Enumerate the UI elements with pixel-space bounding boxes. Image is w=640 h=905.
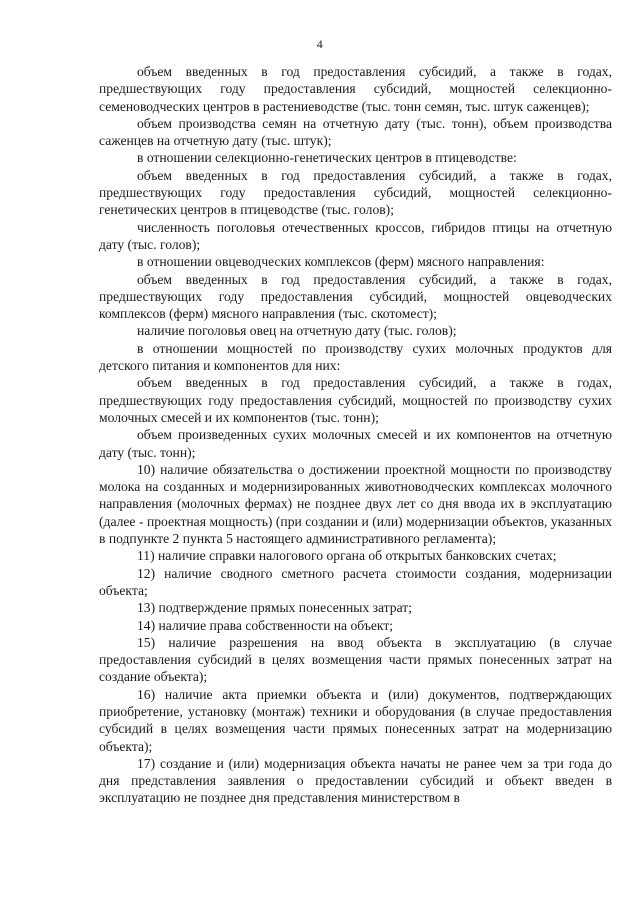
document-body — [99, 63, 612, 807]
paragraph: 14) наличие права собственности на объект; — [137, 617, 394, 633]
paragraph: 12) наличие сводного сметного расчета стоимости создания, модернизации объекта; — [99, 565, 612, 598]
paragraph: в отношении селекционно-генетических центров в птицеводстве: — [137, 150, 517, 166]
paragraph: в отношении мощностей по производству сухих молочных продуктов для детского питания и компонентов для них: — [99, 340, 612, 374]
paragraph: объем введенных в год предоставления субсидий, а также в годах, предшествующих году предоставления субсидий, мощностей селекционно-генетических центров в птицеводстве (тыс. голов); — [99, 167, 612, 218]
page-number: 4 — [316, 37, 324, 51]
paragraph: 17) создание и (или) модернизация объекта начаты не ранее чем за три года до дня представления заявления о предоставлении субсидий и объект введен в эксплуатацию не позднее дня представления министерством в — [99, 755, 612, 806]
paragraph: наличие поголовья овец на отчетную дату (тыс. голов); — [137, 323, 457, 339]
paragraph: объем производства семян на отчетную дату (тыс. тонн), объем производства саженцев на отчетную дату (тыс. штук); — [99, 115, 612, 149]
paragraph: в отношении овцеводческих комплексов (ферм) мясного направления: — [137, 254, 545, 270]
paragraph: 15) наличие разрешения на ввод объекта в эксплуатацию (в случае предоставления субсидий в целях возмещения части прямых понесенных затрат на создание объекта); — [99, 634, 612, 685]
paragraph: объем произведенных сухих молочных смесей и их компонентов на отчетную дату (тыс. тонн); — [99, 427, 612, 460]
paragraph: 10) наличие обязательства о достижении проектной мощности по производству молока на созданных и модернизированных животноводческих комплексах молочного направления (молочных фермах) не позднее двух лет со дня ввода их в эксплуатацию (далее - проектная мощность) (при создании и (или) модернизации объектов, указанных в подпункте 2 пункта 5 настоящего административного регламента); — [99, 461, 612, 547]
paragraph: объем введенных в год предоставления субсидий, а также в годах, предшествующих году предоставления субсидий, мощностей по производству сухих молочных смесей и их компонентов (тыс. тонн); — [99, 375, 612, 425]
paragraph: численность поголовья отечественных кроссов, гибридов птицы на отчетную дату (тыс. голов); — [99, 219, 612, 252]
paragraph: объем введенных в год предоставления субсидий, а также в годах, предшествующих году предоставления субсидий, мощностей селекционно-семеноводческих центров в растениеводстве (тыс. тонн семян, тыс. штук саженцев); — [99, 64, 612, 114]
paragraph: объем введенных в год предоставления субсидий, а также в годах, предшествующих году предоставления субсидий, мощностей овцеводческих комплексов (ферм) мясного направления (тыс. скотомест); — [99, 271, 612, 322]
paragraph: 16) наличие акта приемки объекта и (или) документов, подтверждающих приобретение, установку (монтаж) техники и оборудования (в случае предоставления субсидий в целях возмещения части прямых понесенных затрат на модернизацию объекта); — [99, 686, 612, 754]
paragraph: 11) наличие справки налогового органа об открытых банковских счетах; — [137, 548, 557, 564]
paragraph: 13) подтверждение прямых понесенных затрат; — [137, 600, 412, 616]
